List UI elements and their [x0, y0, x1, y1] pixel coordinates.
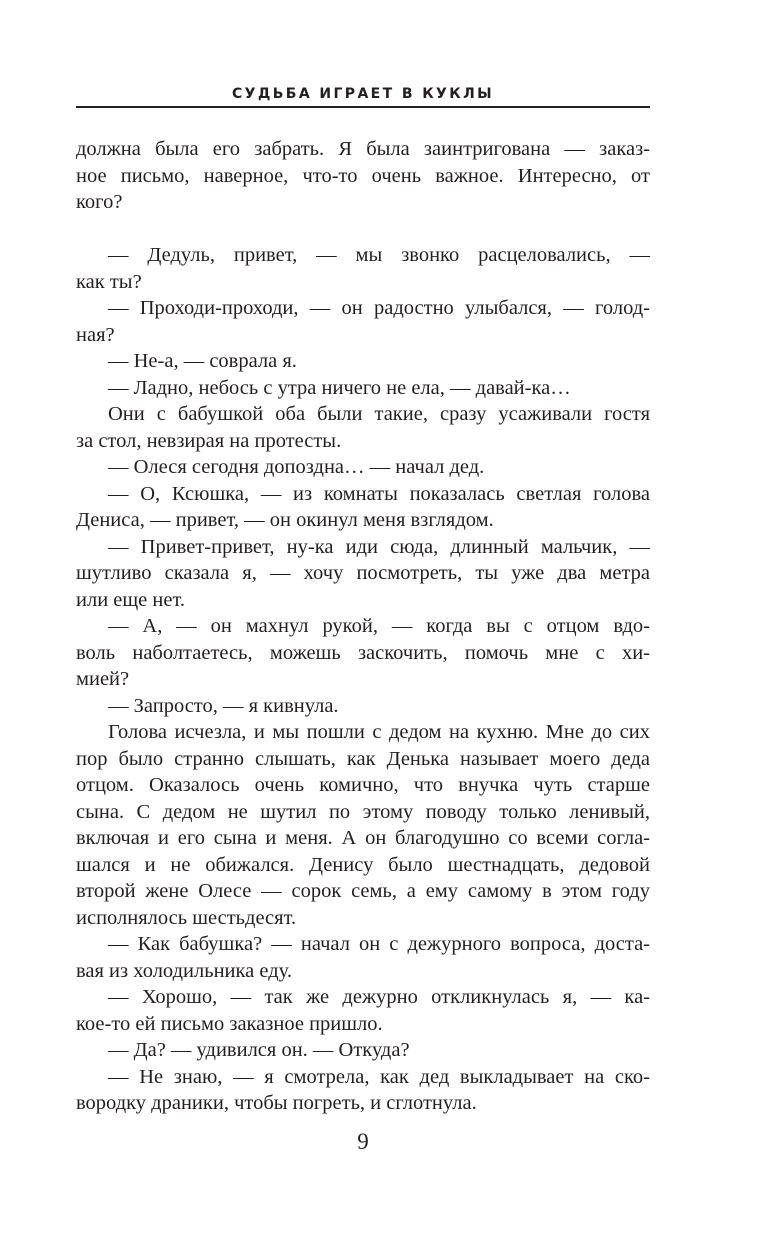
- text-line: — Не знаю, — я смотрела, как дед выкладывает на ско-: [108, 1065, 650, 1088]
- text-line: Они с бабушкой оба были такие, сразу усаживали гостя: [108, 403, 650, 425]
- text-line: должна была его забрать. Я была заинтригована — заказ-: [76, 138, 650, 160]
- text-line: воль наболтаетесь, можешь заскочить, помочь мне с хи-: [76, 641, 650, 664]
- text-line: включая и его сына и меня. А он благодушно со всеми согла-: [76, 827, 650, 849]
- text-line: второй жене Олесе — сорок семь, а ему самому в этом году: [76, 880, 650, 902]
- text-line: кое-то ей письмо заказное пришло.: [76, 1012, 383, 1035]
- text-line: или еще нет.: [76, 588, 186, 611]
- text-line: исполнялось шестьдесят.: [76, 906, 297, 929]
- page-number: 9: [357, 1129, 369, 1154]
- text-line: — Ладно, небось с утра ничего не ела, — давай-ка…: [108, 376, 571, 399]
- text-line: — А, — он махнул рукой, — когда вы с отцом вдо-: [108, 615, 650, 637]
- text-line: вородку драники, чтобы погреть, и сглотнула.: [76, 1092, 477, 1114]
- text-line: — Олеся сегодня допоздна… — начал дед.: [108, 456, 485, 478]
- text-line: вая из холодильника еду.: [76, 959, 292, 982]
- text-line: — Да? — удивился он. — Откуда?: [108, 1039, 410, 1061]
- text-line: кого?: [76, 191, 123, 213]
- text-line: — Как бабушка? — начал он с дежурного вопроса, доста-: [108, 933, 650, 955]
- text-line: ное письмо, наверное, что-то очень важное. Интересно, от: [76, 164, 650, 187]
- text-line: за стол, невзирая на протесты.: [76, 429, 342, 452]
- text-line: Дениса, — привет, — он окинул меня взглядом.: [76, 509, 494, 531]
- section-break: [76, 216, 650, 243]
- text-line: — Запросто, — я кивнула.: [108, 694, 339, 717]
- text-line: — О, Ксюшка, — из комнаты показалась светлая голова: [108, 482, 650, 505]
- text-line: мией?: [76, 668, 130, 690]
- text-line: Голова исчезла, и мы пошли с дедом на кухню. Мне до сих: [108, 721, 650, 743]
- text-line: — Не-а, — соврала я.: [108, 350, 297, 372]
- text-line: — Проходи-проходи, — он радостно улыбался, — голод-: [108, 297, 650, 319]
- text-line: отцом. Оказалось очень комично, что внучка чуть старше: [76, 774, 650, 796]
- text-line: как ты?: [76, 270, 142, 293]
- header-rule: [76, 106, 650, 108]
- text-line: — Привет-привет, ну-ка иди сюда, длинный мальчик, —: [108, 535, 650, 558]
- running-head-title: СУДЬБА ИГРАЕТ В КУКЛЫ: [231, 86, 495, 102]
- text-line: шутливо сказала я, — хочу посмотреть, ты уже два метра: [76, 562, 650, 584]
- text-line: шался и не обижался. Денису было шестнадцать, дедовой: [76, 853, 650, 876]
- body-text: [76, 136, 650, 1117]
- text-line: сына. С дедом не шутил по этому поводу только ленивый,: [76, 800, 650, 823]
- text-line: — Дедуль, привет, — мы звонко расцеловались, —: [108, 244, 650, 266]
- text-line: ная?: [76, 323, 115, 346]
- text-line: пор было странно слышать, как Денька называет моего деда: [76, 747, 650, 770]
- text-line: — Хорошо, — так же дежурно откликнулась я, — ка-: [108, 986, 650, 1008]
